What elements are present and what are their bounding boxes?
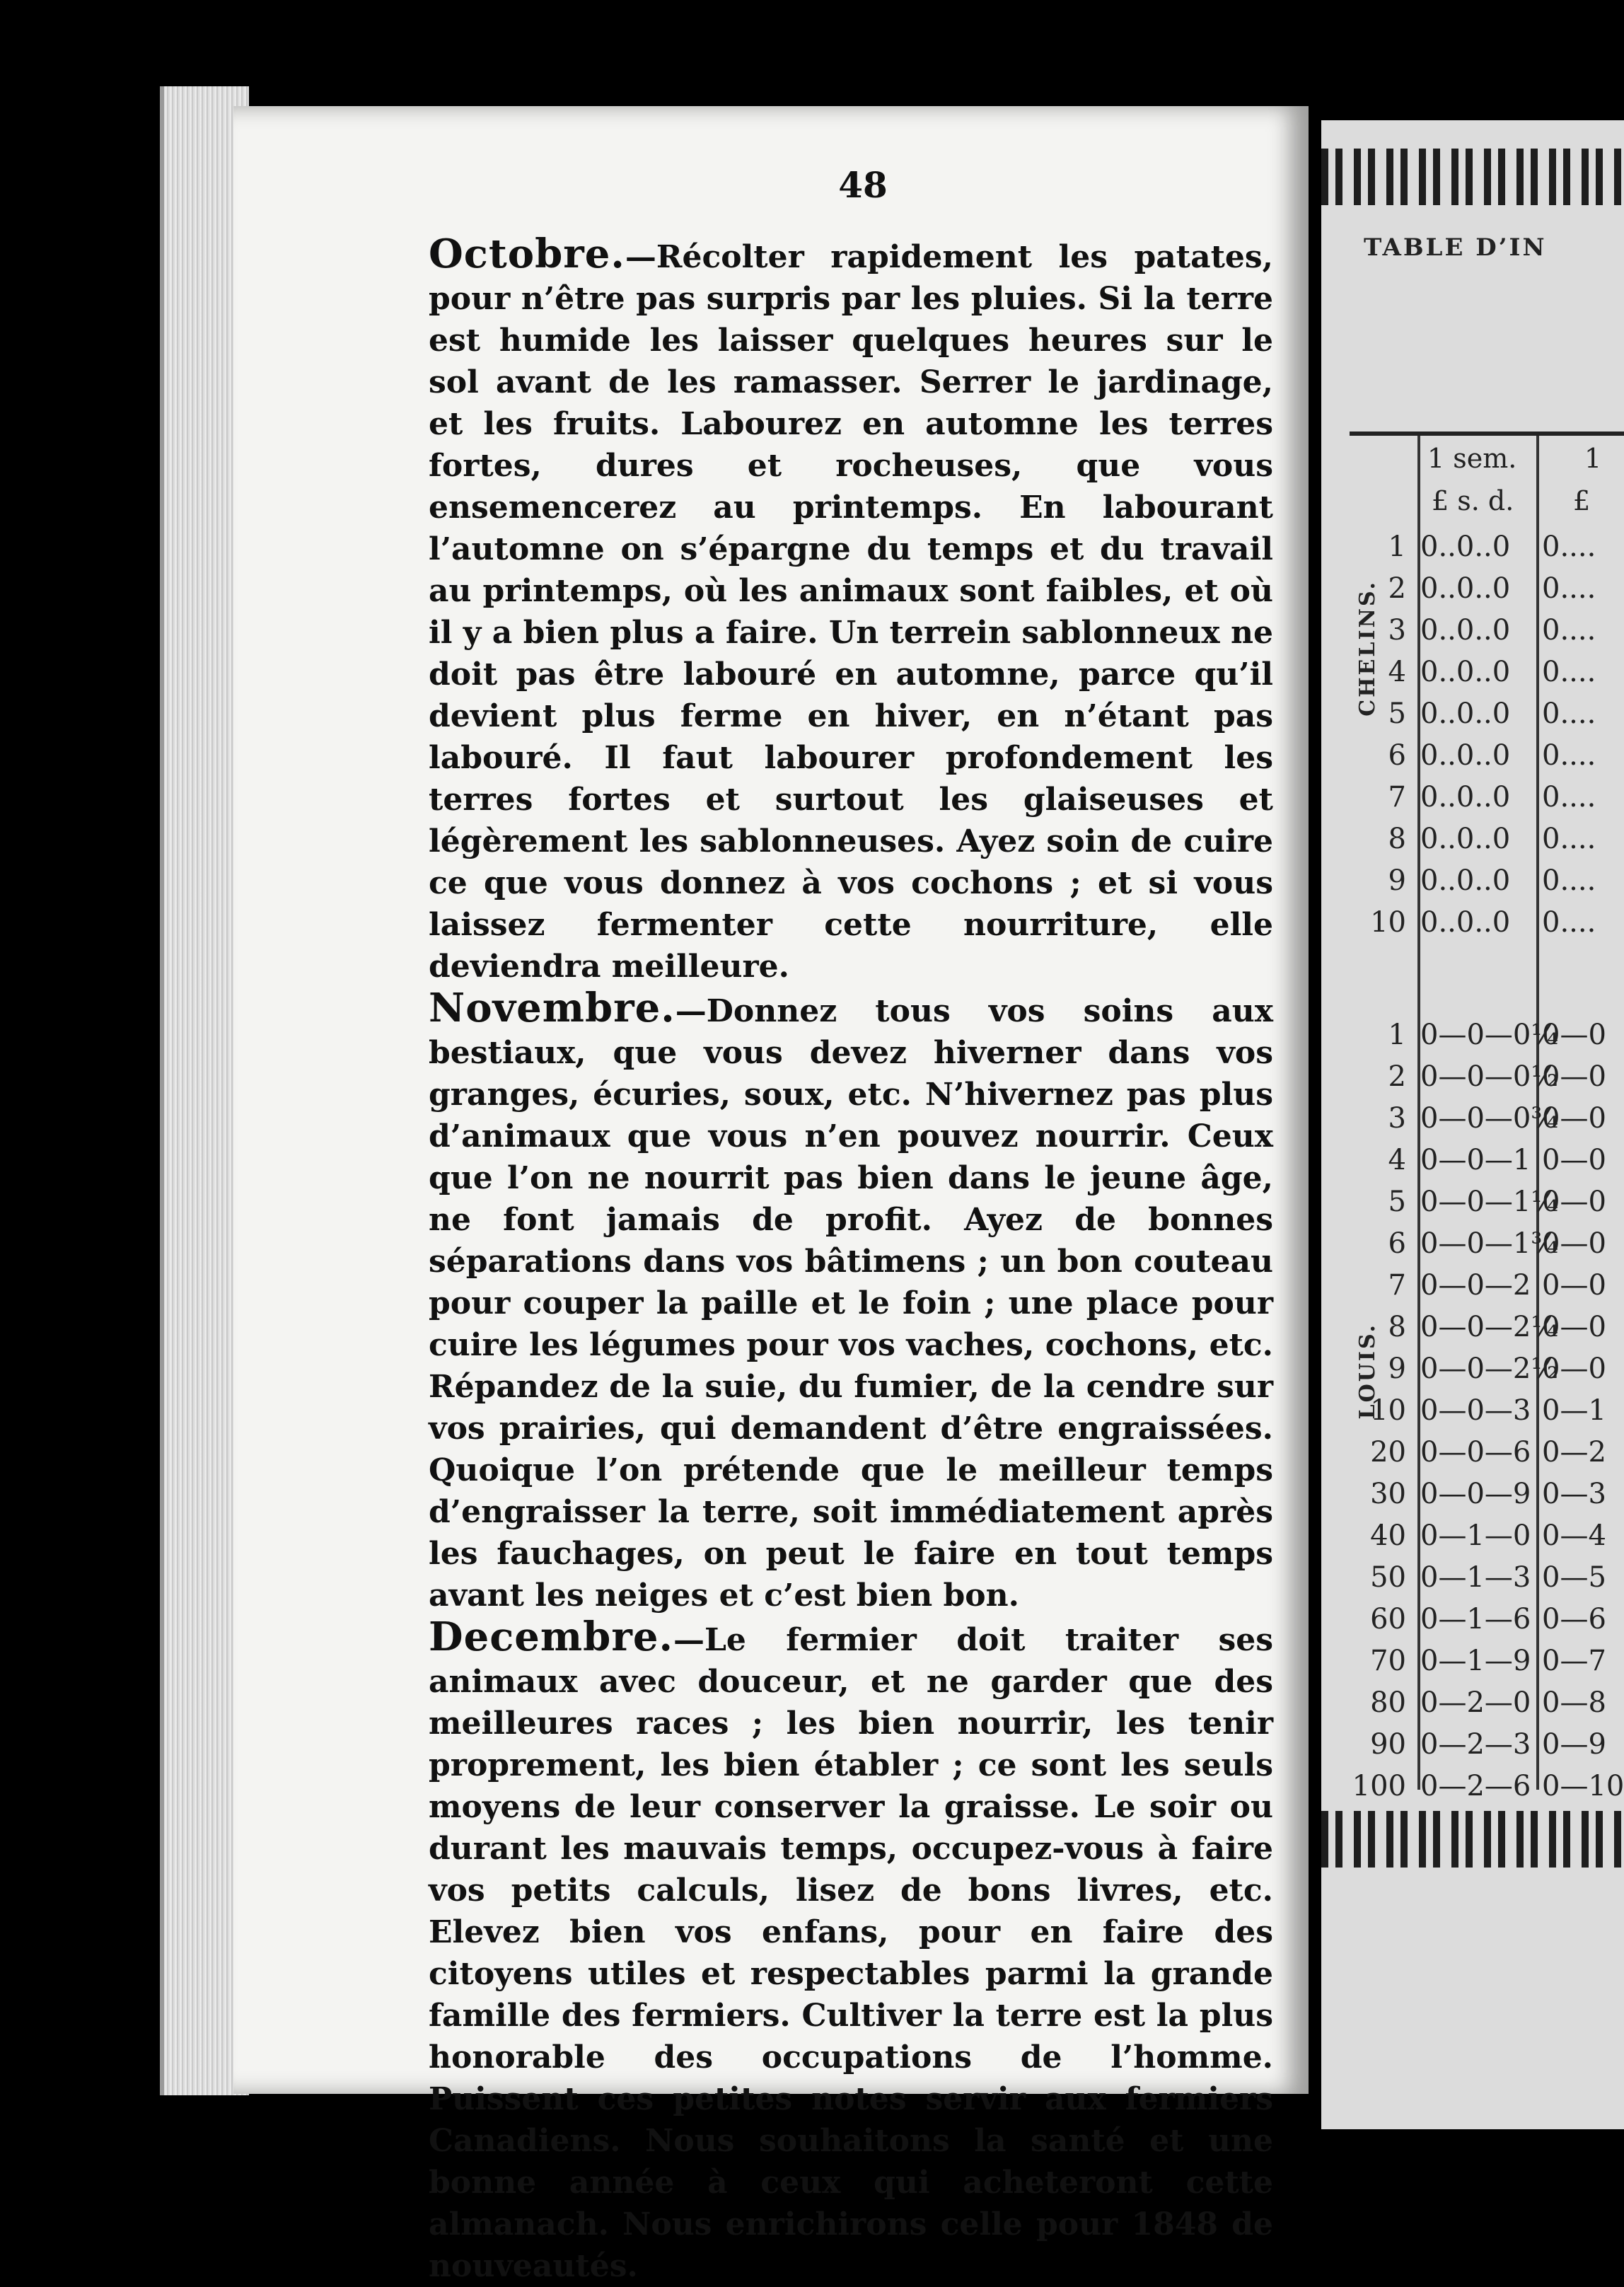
row-value-1: 0—0 [1542,1060,1606,1093]
row-number: 5 [1388,1186,1406,1218]
row-number: 40 [1370,1519,1406,1552]
row-value-1: 0—0 [1542,1311,1606,1343]
row-value-1-sem: 0..0..0 [1420,906,1511,939]
table-row [1321,1686,1624,1729]
row-value-1: 0—6 [1542,1603,1606,1635]
row-value-1: 0—4 [1542,1519,1606,1552]
right-page-table [1321,120,1624,2129]
row-value-1-sem: 0..0..0 [1420,572,1511,605]
row-value-1-sem: 0—0—9 [1420,1478,1531,1510]
row-value-1-sem: 0—2—0 [1420,1686,1531,1719]
row-number: 70 [1370,1645,1406,1677]
row-number: 1 [1388,1019,1406,1051]
row-value-1-sem: 0—1—6 [1420,1603,1531,1635]
row-number: 10 [1370,906,1406,939]
row-value-1-sem: 0..0..0 [1420,614,1511,647]
table-row [1321,1353,1624,1395]
table-rule [1350,432,1624,436]
row-value-1: 0—1 [1542,1394,1606,1427]
table-row [1321,1227,1624,1270]
row-number: 7 [1388,781,1406,814]
row-value-1-sem: 0—0—0¾ [1420,1102,1559,1135]
row-value-1: 0—10 [1542,1770,1624,1802]
table-row [1321,1436,1624,1478]
row-value-1: 0—9 [1542,1728,1606,1761]
row-number: 2 [1388,1060,1406,1093]
row-value-1: 0.... [1542,781,1596,814]
row-number: 6 [1388,739,1406,772]
table-row [1321,614,1624,656]
row-value-1-sem: 0—0—0¼ [1420,1019,1559,1051]
row-number: 50 [1370,1561,1406,1594]
row-value-1-sem: 0—0—3 [1420,1394,1531,1427]
column-subheader-pound: £ [1573,485,1591,516]
row-number: 4 [1388,1144,1406,1176]
row-number: 90 [1370,1728,1406,1761]
row-number: 3 [1388,614,1406,647]
row-value-1-sem: 0—0—2 [1420,1269,1531,1302]
row-number: 9 [1388,864,1406,897]
row-value-1-sem: 0..0..0 [1420,656,1511,688]
row-number: 100 [1352,1770,1406,1802]
table-row [1321,864,1624,907]
row-number: 80 [1370,1686,1406,1719]
row-value-1: 0—0 [1542,1019,1606,1051]
month-heading-decembre: Decembre. [429,1614,673,1660]
table-row [1321,697,1624,740]
row-value-1: 0.... [1542,823,1596,855]
row-number: 4 [1388,656,1406,688]
column-header-1: 1 [1584,443,1602,474]
table-row [1321,1311,1624,1353]
table-row [1321,1144,1624,1186]
row-value-1-sem: 0—2—3 [1420,1728,1531,1761]
row-number: 7 [1388,1269,1406,1302]
table-row [1321,1060,1624,1103]
paragraph-text-decembre: —Le fermier doit traiter ses animaux avec douceur, et ne garder que des meilleures races ; les bien nourrir, les tenir proprement, les bien établer ; ce sont les seuls moyens de leur conserver la graisse. Le soir ou durant les mauvais temps, occupez-vous à faire vos petits calculs, lisez de bons livres, etc. Elevez bien vos enfans, pour en faire des citoyens utiles et respectables parmi la grande famille des fermiers. Cultiver la terre est la plus honorable des occupations de l’homme. Puissent ces petites notes servir aux fermiers Canadiens. Nous souhaitons la santé et une bonne année à ceux qui acheteront cette almanach. Nous enrichirons celle pour 1848 de nouveautés. [429,1622,1273,2284]
greek-key-border-top [1321,149,1624,205]
row-number: 1 [1388,531,1406,563]
row-number: 8 [1388,823,1406,855]
row-value-1-sem: 0—0—1¾ [1420,1227,1559,1260]
row-value-1-sem: 0..0..0 [1420,781,1511,814]
row-number: 5 [1388,697,1406,730]
row-value-1: 0.... [1542,697,1596,730]
table-row [1321,1770,1624,1812]
row-value-1: 0—0 [1542,1144,1606,1176]
column-subheader-lsd: £ s. d. [1432,485,1514,516]
row-value-1: 0.... [1542,531,1596,563]
row-value-1: 0—0 [1542,1227,1606,1260]
row-value-1: 0—0 [1542,1353,1606,1385]
paragraph-text-octobre: —Récolter rapidement les patates, pour n’être pas surpris par les pluies. Si la terre est humide les laisser quelques heures sur le sol avant de les ramasser. Serrer le jardinage, et les fruits. Labourez en automne les terres fortes, dures et rocheuses, que vous ensemencerez au printemps. En labourant l’automne on s’épargne du temps et du travail au printemps, où les animaux sont faibles, et où il y a bien plus a faire. Un terrein sablonneux ne doit pas être labouré en automne, parce qu’il devient plus ferme en hiver, en n’étant pas labouré. Il faut labourer profondement les terres fortes et surtout les glaiseuses et légèrement les sablonneuses. Ayez soin de cuire ce que vous donnez à vos cochons ; et si vous laissez fermenter cette nourriture, elle deviendra meilleure. [429,239,1273,985]
paragraph-decembre [395,1616,1273,2287]
row-number: 2 [1388,572,1406,605]
table-row [1321,1269,1624,1312]
row-number: 10 [1370,1394,1406,1427]
month-heading-octobre: Octobre. [429,231,625,277]
section-label-chelins: CHELINS. [1355,580,1380,717]
row-value-1: 0—0 [1542,1102,1606,1135]
row-number: 30 [1370,1478,1406,1510]
row-value-1-sem: 0..0..0 [1420,697,1511,730]
table-row [1321,906,1624,949]
table-row [1321,739,1624,782]
table-row [1321,572,1624,615]
row-value-1: 0—5 [1542,1561,1606,1594]
row-value-1-sem: 0—0—1¼ [1420,1186,1559,1218]
table-row [1321,823,1624,865]
table-row [1321,1519,1624,1562]
row-value-1-sem: 0—0—2¼ [1420,1311,1559,1343]
row-value-1-sem: 0—0—0½ [1420,1060,1559,1093]
table-row [1321,1728,1624,1771]
row-value-1: 0.... [1542,739,1596,772]
table-title: TABLE D’IN [1364,233,1547,262]
table-row [1321,1019,1624,1061]
row-value-1: 0—7 [1542,1645,1606,1677]
row-value-1: 0—0 [1542,1269,1606,1302]
paragraph-text-novembre: —Donnez tous vos soins aux bestiaux, que vous devez hiverner dans vos granges, écuries, soux, etc. N’hivernez pas plus d’animaux que vous n’en pouvez nourrir. Ceux que l’on ne nourrit pas bien dans le jeune âge, ne font jamais de profit. Ayez de bonnes séparations dans vos bâtimens ; un bon couteau pour couper la paille et le foin ; une place pour cuire les légumes pour vos vaches, cochons, etc. Répandez de la suie, du fumier, de la cendre sur vos prairies, qui demandent d’être engraissées. Quoique l’on prétende que le meilleur temps d’engraisser la terre, soit immédiatement après les fauchages, on peut le faire en tout temps avant les neiges et c’est bien bon. [429,993,1273,1614]
table-row [1321,1603,1624,1645]
month-heading-novembre: Novembre. [429,985,675,1031]
row-value-1-sem: 0..0..0 [1420,531,1511,563]
row-value-1-sem: 0..0..0 [1420,823,1511,855]
table-row [1321,1561,1624,1604]
row-value-1-sem: 0—1—3 [1420,1561,1531,1594]
row-value-1-sem: 0—0—1 [1420,1144,1531,1176]
table-row [1321,1186,1624,1228]
row-value-1: 0.... [1542,614,1596,647]
row-number: 8 [1388,1311,1406,1343]
row-value-1-sem: 0—0—2½ [1420,1353,1559,1385]
row-number: 60 [1370,1603,1406,1635]
row-value-1: 0—8 [1542,1686,1606,1719]
row-value-1: 0.... [1542,572,1596,605]
row-value-1-sem: 0..0..0 [1420,864,1511,897]
row-number: 20 [1370,1436,1406,1469]
row-value-1: 0—3 [1542,1478,1606,1510]
row-number: 9 [1388,1353,1406,1385]
table-row [1321,1478,1624,1520]
table-row [1321,781,1624,823]
row-value-1-sem: 0—1—9 [1420,1645,1531,1677]
row-number: 3 [1388,1102,1406,1135]
column-header-1-sem: 1 sem. [1427,443,1517,474]
row-value-1: 0.... [1542,864,1596,897]
table-row [1321,1102,1624,1145]
table-row [1321,656,1624,698]
greek-key-border-bottom [1321,1811,1624,1868]
table-row [1321,1394,1624,1437]
row-value-1: 0—2 [1542,1436,1606,1469]
row-value-1-sem: 0—0—6 [1420,1436,1531,1469]
row-value-1: 0.... [1542,656,1596,688]
row-number: 6 [1388,1227,1406,1260]
almanac-text [395,231,1273,2284]
page-number: 48 [838,164,888,206]
row-value-1-sem: 0—2—6 [1420,1770,1531,1802]
paragraph-novembre [395,985,1273,1616]
paragraph-octobre [395,233,1273,988]
row-value-1: 0.... [1542,906,1596,939]
row-value-1-sem: 0—1—0 [1420,1519,1531,1552]
row-value-1-sem: 0..0..0 [1420,739,1511,772]
table-row [1321,531,1624,573]
row-value-1: 0—0 [1542,1186,1606,1218]
section-label-louis: LOUIS. [1355,1323,1380,1420]
table-row [1321,1645,1624,1687]
